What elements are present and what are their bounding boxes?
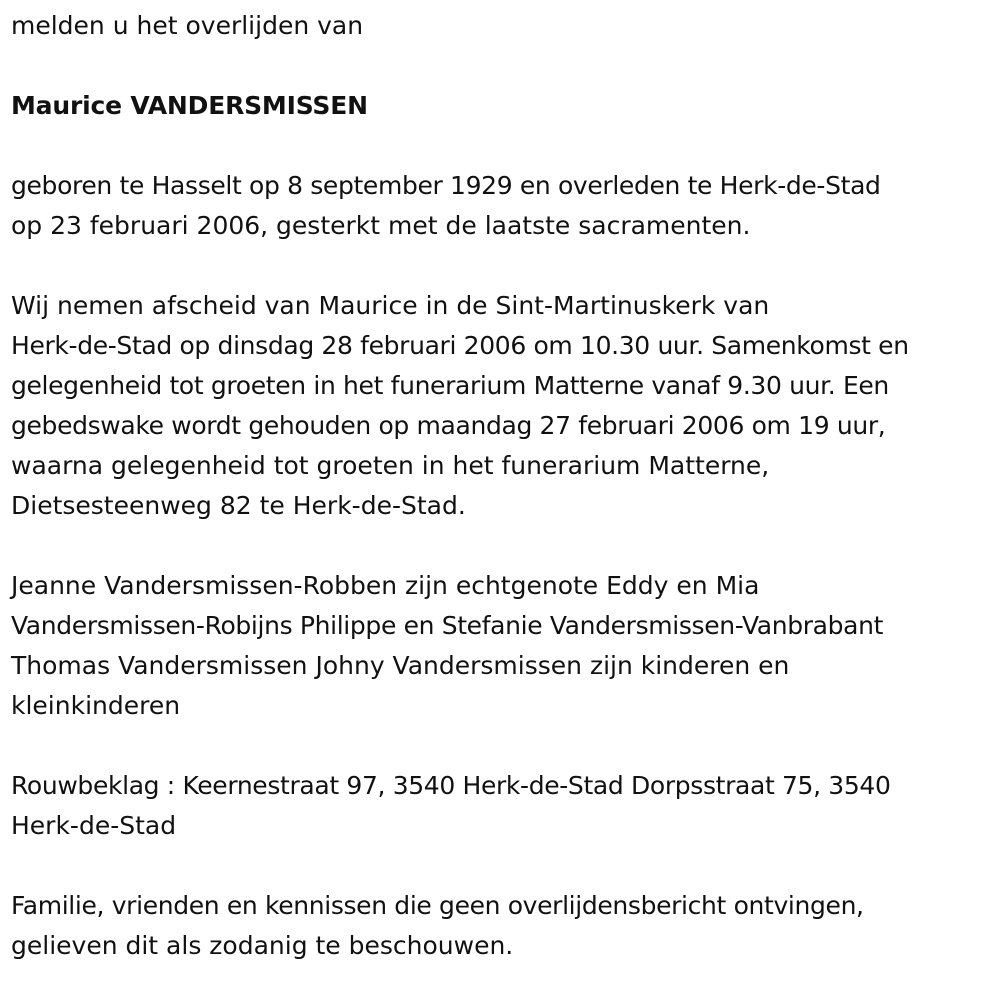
paragraph-line: op 23 februari 2006, gesterkt met de laatste sacramenten. (11, 211, 751, 240)
birth-death-paragraph (11, 166, 996, 246)
paragraph-line: Herk-de-Stad (11, 811, 177, 840)
paragraph-line: waarna gelegenheid tot groeten in het funerarium Matterne, (11, 451, 770, 480)
family-paragraph (11, 566, 996, 726)
spacer (11, 846, 996, 886)
condolence-address-paragraph (11, 766, 996, 846)
spacer (11, 526, 996, 566)
paragraph-line: kleinkinderen (11, 691, 181, 720)
deceased-name: Maurice VANDERSMISSEN (11, 91, 368, 120)
spacer (11, 726, 996, 766)
intro-text: melden u het overlijden van (11, 11, 364, 40)
death-notice (11, 6, 996, 966)
paragraph-line: Rouwbeklag : Keernestraat 97, 3540 Herk-de-Stad Dorpsstraat 75, 3540 (11, 771, 891, 800)
paragraph-line: Familie, vrienden en kennissen die geen overlijdensbericht ontvingen, (11, 891, 864, 920)
paragraph-line: gelegenheid tot groeten in het funerarium Matterne vanaf 9.30 uur. Een (11, 371, 889, 400)
paragraph-line: Wij nemen afscheid van Maurice in de Sint-Martinuskerk van (11, 291, 770, 320)
spacer (11, 126, 996, 166)
spacer (11, 46, 996, 86)
paragraph-line: Herk-de-Stad op dinsdag 28 februari 2006 om 10.30 uur. Samenkomst en (11, 331, 909, 360)
paragraph-line: Dietsesteenweg 82 te Herk-de-Stad. (11, 491, 466, 520)
paragraph-line: gebedswake wordt gehouden op maandag 27 februari 2006 om 19 uur, (11, 411, 886, 440)
paragraph-line: Jeanne Vandersmissen-Robben zijn echtgenote Eddy en Mia (11, 571, 760, 600)
paragraph-line: geboren te Hasselt op 8 september 1929 en overleden te Herk-de-Stad (11, 171, 881, 200)
ceremony-paragraph (11, 286, 996, 526)
paragraph-line: Thomas Vandersmissen Johny Vandersmissen zijn kinderen en (11, 651, 790, 680)
closing-paragraph (11, 886, 996, 966)
spacer (11, 246, 996, 286)
paragraph-line: Vandersmissen-Robijns Philippe en Stefanie Vandersmissen-Vanbrabant (11, 611, 884, 640)
paragraph-line: gelieven dit als zodanig te beschouwen. (11, 931, 514, 960)
